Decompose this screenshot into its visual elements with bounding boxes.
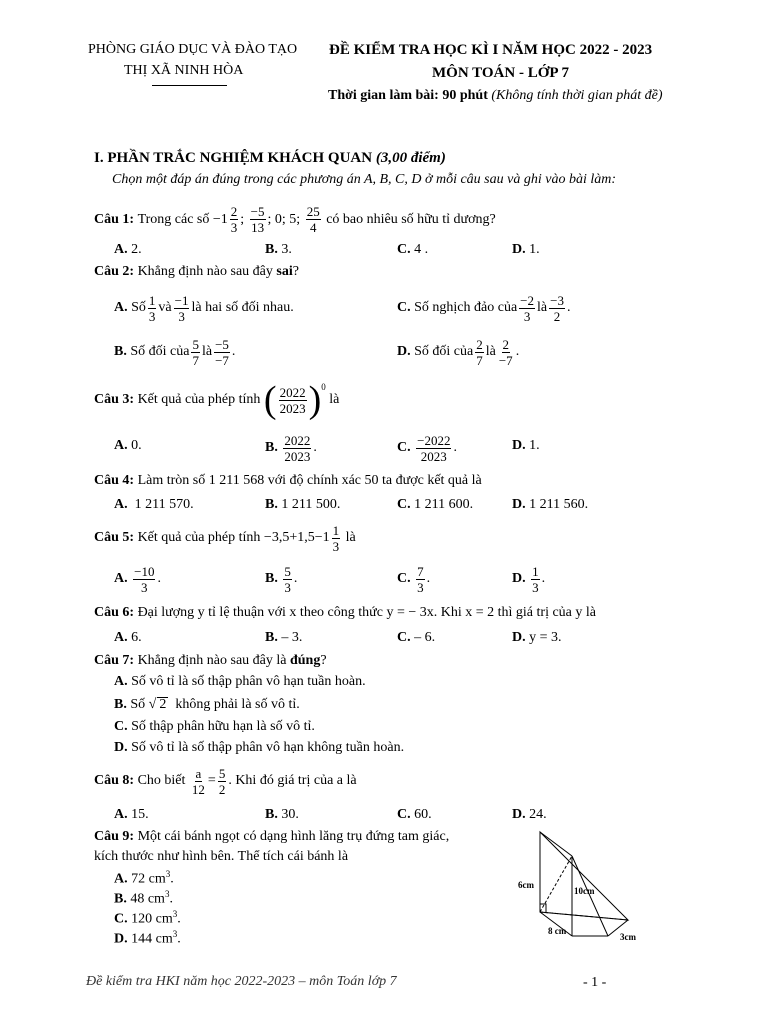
q6-option-d: D. y = 3.	[512, 630, 562, 645]
q4-option-d: D. 1 211 560.	[512, 497, 589, 512]
q6-options	[0, 630, 768, 650]
q2-option-d: D. Số đối của $\frac{2}{7}$ là $\frac{2}{-7}$ .	[397, 336, 520, 368]
q1-fraction-3: $\frac{25}{4}$	[306, 204, 320, 235]
footer-text: Đề kiểm tra HKI năm học 2022-2023 – môn Toán lớp 7	[86, 974, 397, 989]
q3-option-a: A. 0.	[114, 438, 142, 453]
prism-figure	[508, 826, 658, 946]
q4-option-a: A. 1 211 570.	[114, 497, 194, 512]
district-name: THỊ XÃ NINH HÒA	[124, 63, 244, 78]
prism-back-hypotenuse	[572, 856, 608, 936]
q9-option-c: C. 120 $cm^3$.	[114, 909, 181, 927]
q4-options	[0, 497, 768, 517]
q7-option-c: C. Số thập phân hữu hạn là số vô tỉ.	[114, 719, 315, 734]
q9-option-a: A. 72 $cm^3$.	[114, 869, 174, 887]
question-2: Câu 2: Khẳng định nào sau đây sai?	[94, 264, 299, 279]
q1-option-c: C. 4 .	[397, 242, 429, 257]
exam-subject: MÔN TOÁN - LỚP 7	[432, 65, 569, 81]
label-height: 6cm	[518, 880, 534, 890]
q2-options-bd	[0, 334, 768, 370]
section-points: (3,00 điểm)	[375, 150, 446, 166]
q6-option-b: B. – 3.	[265, 630, 303, 645]
q1-prefix: Trong các số	[137, 211, 210, 227]
q5-option-d: D. $\frac{1}{3}$ .	[512, 563, 546, 595]
time-label: Thời gian làm bài: 90 phút	[328, 88, 488, 103]
question-9-line2: kích thước như hình bên. Thể tích cái bánh là	[94, 849, 349, 864]
q8-option-b: B. 30.	[265, 807, 299, 822]
q7-option-b: B. Số √ 2 không phải là số vô tỉ.	[114, 697, 300, 712]
label-hypotenuse: 10cm	[574, 886, 595, 896]
question-3: Câu 3: Kết quả của phép tính ( $\frac{2022}{2023}$ ) $^0$ là	[94, 379, 340, 421]
section-instruction: Chọn một đáp án đúng trong các phương án A, B, C, D ở mỗi câu sau và ghi vào bài làm:	[112, 172, 616, 187]
q8-option-c: C. 60.	[397, 807, 432, 822]
question-6: Câu 6: Đại lượng y tỉ lệ thuận với x theo công thức y = − 3x. Khi x = 2 thì giá trị của y là	[94, 605, 596, 620]
q3-option-d: D. 1.	[512, 438, 540, 453]
q1-option-b: B. 3.	[265, 242, 292, 257]
q4-option-b: B. 1 211 500.	[265, 497, 341, 512]
exam-title: ĐỀ KIỂM TRA HỌC KÌ I NĂM HỌC 2022 - 2023	[329, 42, 653, 58]
department-name: PHÒNG GIÁO DỤC VÀ ĐÀO TẠO	[88, 42, 298, 57]
q2-option-b: B. Số đối của $\frac{5}{7}$ là $\frac{-5}{-7}$ .	[114, 336, 236, 368]
q5-options	[0, 560, 768, 598]
q3-option-b: B. $\frac{2022}{2023}$ .	[265, 432, 317, 464]
q4-option-c: C. 1 211 600.	[397, 497, 474, 512]
q1-fraction-2: $\frac{-5}{13}$	[250, 204, 265, 235]
exam-time	[328, 88, 663, 104]
q5-option-a: A. $\frac{-10}{3}$ .	[114, 563, 161, 595]
q8-option-d: D. 24.	[512, 807, 547, 822]
q1-mixed-number: −1 $\frac{2}{3}$	[212, 204, 238, 235]
q1-option-a: A. 2.	[114, 242, 142, 257]
q3-options	[0, 428, 768, 468]
prism-front-face	[540, 832, 628, 920]
q1-options	[0, 242, 768, 262]
label-base: 8 cm	[548, 926, 567, 936]
q8-option-a: A. 15.	[114, 807, 149, 822]
label-depth: 3cm	[620, 932, 636, 942]
q6-option-c: C. – 6.	[397, 630, 436, 645]
question-1: Câu 1: Trong các số −1 $\frac{2}{3}$ ; $\frac{-5}{13}$ ; 0; 5; $\frac{25}{4}$ có bao nhiêu số hữu tỉ dương?	[94, 204, 496, 235]
section-title	[94, 150, 446, 167]
q2-option-c: C. Số nghịch đảo của $\frac{-2}{3}$ là $\frac{-3}{2}$ .	[397, 292, 571, 324]
section-title-text: I. PHẦN TRẮC NGHIỆM KHÁCH QUAN	[94, 150, 373, 166]
question-5: Câu 5: Kết quả của phép tính −3,5+1,5−1 $\frac{1}{3}$ là	[94, 522, 356, 554]
q1-mid: ; 0; 5;	[267, 211, 301, 227]
page-number: - 1 -	[583, 975, 607, 990]
q2-options-ac	[0, 290, 768, 326]
question-4: Câu 4: Làm tròn số 1 211 568 với độ chính xác 50 ta được kết quả là	[94, 473, 482, 488]
q6-option-a: A. 6.	[114, 630, 142, 645]
q9-option-d: D. 144 $cm^3$.	[114, 929, 181, 947]
q2-option-a: A. Số $\frac{1}{3}$ và $\frac{-1}{3}$ là hai số đối nhau.	[114, 292, 294, 324]
q7-option-a: A. Số vô tỉ là số thập phân vô hạn tuần hoàn.	[114, 674, 366, 689]
q5-option-b: B. $\frac{5}{3}$ .	[265, 563, 298, 595]
question-9: Câu 9: Một cái bánh ngọt có dạng hình lăng trụ đứng tam giác,	[94, 829, 450, 844]
question-7: Câu 7: Khẳng định nào sau đây là đúng?	[94, 653, 327, 668]
q3-option-c: C. $\frac{-2022}{2023}$ .	[397, 432, 457, 464]
q7-option-d: D. Số vô tỉ là số thập phân vô hạn không tuần hoàn.	[114, 740, 405, 755]
question-8: Câu 8: Cho biết $\frac{a}{12}$ = $\frac{5}{2}$ . Khi đó giá trị của a là	[94, 765, 357, 797]
q1-option-d: D. 1.	[512, 242, 540, 257]
q8-options	[0, 807, 768, 827]
q5-option-c: C. $\frac{7}{3}$ .	[397, 563, 431, 595]
q9-option-b: B. 48 $cm^3$.	[114, 889, 173, 907]
q1-suffix: có bao nhiêu số hữu tỉ dương?	[326, 211, 496, 227]
header-underline	[152, 85, 227, 86]
q1-label: Câu 1:	[94, 211, 135, 227]
time-note: (Không tính thời gian phát đề)	[491, 88, 663, 103]
